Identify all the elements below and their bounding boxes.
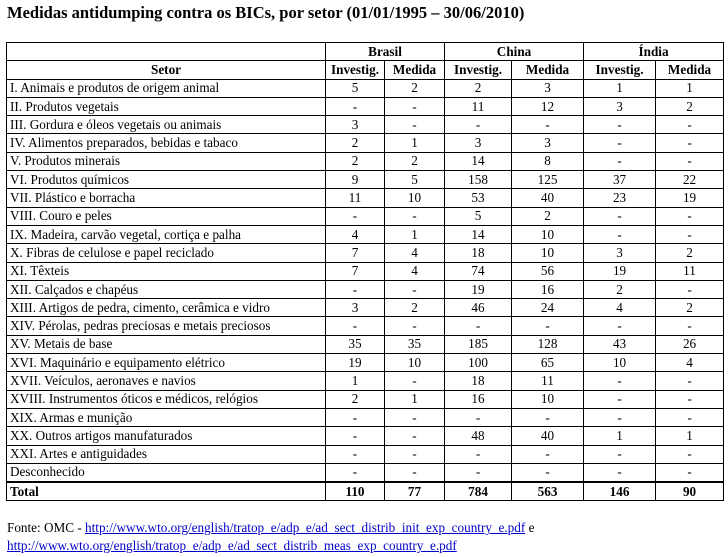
setor-cell: XIII. Artigos de pedra, cimento, cerâmica e vidro <box>7 299 326 317</box>
value-cell: - <box>656 225 724 243</box>
value-cell: 19 <box>445 280 512 298</box>
sub-header-row <box>7 61 724 79</box>
value-cell: 4 <box>656 354 724 372</box>
value-cell: - <box>584 152 656 170</box>
setor-cell: V. Produtos minerais <box>7 152 326 170</box>
country-header-row <box>7 43 724 61</box>
source-prefix: Fonte: OMC - <box>7 520 86 535</box>
value-cell: 26 <box>656 335 724 353</box>
table-row <box>7 280 724 298</box>
table-row <box>7 79 724 97</box>
value-cell: 24 <box>512 299 584 317</box>
table-row <box>7 189 724 207</box>
value-cell: - <box>385 280 445 298</box>
value-cell: - <box>656 116 724 134</box>
value-cell: 2 <box>656 299 724 317</box>
value-cell: 3 <box>584 97 656 115</box>
value-cell: - <box>512 445 584 463</box>
value-cell: - <box>656 463 724 482</box>
sub-header: Medida <box>385 61 445 79</box>
value-cell: 56 <box>512 262 584 280</box>
value-cell: - <box>385 427 445 445</box>
value-cell: - <box>656 317 724 335</box>
value-cell: - <box>326 317 385 335</box>
table-row <box>7 299 724 317</box>
value-cell: - <box>385 445 445 463</box>
value-cell: 19 <box>326 354 385 372</box>
value-cell: 1 <box>656 79 724 97</box>
value-cell: - <box>326 207 385 225</box>
value-cell: 40 <box>512 427 584 445</box>
sub-header: Investig. <box>584 61 656 79</box>
table-row <box>7 152 724 170</box>
value-cell: 5 <box>385 171 445 189</box>
value-cell: 7 <box>326 244 385 262</box>
value-cell: - <box>385 207 445 225</box>
value-cell: 125 <box>512 171 584 189</box>
value-cell: - <box>326 408 385 426</box>
value-cell: 37 <box>584 171 656 189</box>
value-cell: 11 <box>512 372 584 390</box>
value-cell: - <box>584 317 656 335</box>
value-cell: 4 <box>326 225 385 243</box>
value-cell: 10 <box>385 189 445 207</box>
source-link-init[interactable]: http://www.wto.org/english/tratop_e/adp_e/ad_sect_distrib_init_exp_country_e.pdf <box>85 520 526 535</box>
value-cell: 23 <box>584 189 656 207</box>
value-cell: 5 <box>445 207 512 225</box>
sub-header: Investig. <box>445 61 512 79</box>
setor-cell: XIX. Armas e munição <box>7 408 326 426</box>
value-cell: 35 <box>326 335 385 353</box>
value-cell: 1 <box>385 225 445 243</box>
value-cell: 14 <box>445 152 512 170</box>
value-cell: - <box>512 463 584 482</box>
value-cell: 16 <box>445 390 512 408</box>
table-row <box>7 335 724 353</box>
total-value-cell: 90 <box>656 482 724 501</box>
value-cell: 43 <box>584 335 656 353</box>
value-cell: 3 <box>326 299 385 317</box>
value-cell: 74 <box>445 262 512 280</box>
value-cell: 19 <box>656 189 724 207</box>
value-cell: - <box>326 280 385 298</box>
value-cell: 65 <box>512 354 584 372</box>
setor-cell: I. Animais e produtos de origem animal <box>7 79 326 97</box>
table-row <box>7 116 724 134</box>
value-cell: 1 <box>584 427 656 445</box>
setor-cell: XIV. Pérolas, pedras preciosas e metais preciosos <box>7 317 326 335</box>
value-cell: 48 <box>445 427 512 445</box>
value-cell: - <box>584 463 656 482</box>
antidumping-table <box>6 42 724 501</box>
value-cell: - <box>656 390 724 408</box>
setor-cell: III. Gordura e óleos vegetais ou animais <box>7 116 326 134</box>
value-cell: - <box>656 134 724 152</box>
value-cell: 1 <box>584 79 656 97</box>
setor-cell: VII. Plástico e borracha <box>7 189 326 207</box>
value-cell: 5 <box>326 79 385 97</box>
table-row <box>7 171 724 189</box>
setor-cell: Desconhecido <box>7 463 326 482</box>
value-cell: 3 <box>326 116 385 134</box>
value-cell: 1 <box>385 390 445 408</box>
value-cell: 14 <box>445 225 512 243</box>
total-value-cell: 77 <box>385 482 445 501</box>
table-row <box>7 317 724 335</box>
value-cell: - <box>445 445 512 463</box>
value-cell: 2 <box>584 280 656 298</box>
value-cell: - <box>584 445 656 463</box>
value-cell: - <box>656 408 724 426</box>
value-cell: 158 <box>445 171 512 189</box>
setor-header: Setor <box>7 61 326 79</box>
value-cell: 2 <box>326 152 385 170</box>
value-cell: - <box>656 207 724 225</box>
setor-cell: IX. Madeira, carvão vegetal, cortiça e palha <box>7 225 326 243</box>
sub-header: Medida <box>512 61 584 79</box>
setor-cell: XVII. Veículos, aeronaves e navios <box>7 372 326 390</box>
table-row <box>7 354 724 372</box>
value-cell: - <box>656 152 724 170</box>
table-row <box>7 244 724 262</box>
value-cell: 10 <box>512 244 584 262</box>
value-cell: 2 <box>326 134 385 152</box>
total-value-cell: 146 <box>584 482 656 501</box>
total-value-cell: 110 <box>326 482 385 501</box>
value-cell: - <box>512 116 584 134</box>
table-row <box>7 134 724 152</box>
value-cell: - <box>656 445 724 463</box>
value-cell: - <box>512 317 584 335</box>
value-cell: 18 <box>445 244 512 262</box>
value-cell: 16 <box>512 280 584 298</box>
value-cell: - <box>656 280 724 298</box>
value-cell: - <box>445 408 512 426</box>
table-row <box>7 262 724 280</box>
value-cell: 4 <box>385 244 445 262</box>
country-header-brasil: Brasil <box>326 43 445 61</box>
value-cell: 3 <box>512 79 584 97</box>
value-cell: 10 <box>512 390 584 408</box>
value-cell: 100 <box>445 354 512 372</box>
source-footer <box>7 519 722 555</box>
value-cell: 2 <box>445 79 512 97</box>
table-row <box>7 225 724 243</box>
value-cell: 11 <box>656 262 724 280</box>
table-row <box>7 427 724 445</box>
value-cell: 1 <box>326 372 385 390</box>
value-cell: - <box>385 372 445 390</box>
value-cell: - <box>385 408 445 426</box>
source-link-meas[interactable]: http://www.wto.org/english/tratop_e/adp_e/ad_sect_distrib_meas_exp_country_e.pdf <box>7 538 457 553</box>
blank-header-cell <box>7 43 326 61</box>
value-cell: 8 <box>512 152 584 170</box>
value-cell: 46 <box>445 299 512 317</box>
value-cell: 2 <box>656 244 724 262</box>
value-cell: 19 <box>584 262 656 280</box>
value-cell: 4 <box>584 299 656 317</box>
value-cell: - <box>385 97 445 115</box>
value-cell: 3 <box>584 244 656 262</box>
setor-cell: XII. Calçados e chapéus <box>7 280 326 298</box>
value-cell: 10 <box>512 225 584 243</box>
value-cell: 3 <box>512 134 584 152</box>
total-label: Total <box>7 482 326 501</box>
setor-cell: VI. Produtos químicos <box>7 171 326 189</box>
setor-cell: VIII. Couro e peles <box>7 207 326 225</box>
value-cell: - <box>326 445 385 463</box>
value-cell: - <box>326 97 385 115</box>
country-header-india: Índia <box>584 43 724 61</box>
value-cell: 11 <box>326 189 385 207</box>
total-value-cell: 563 <box>512 482 584 501</box>
setor-cell: XI. Têxteis <box>7 262 326 280</box>
setor-cell: II. Produtos vegetais <box>7 97 326 115</box>
table-row <box>7 207 724 225</box>
value-cell: - <box>445 463 512 482</box>
value-cell: 4 <box>385 262 445 280</box>
value-cell: - <box>584 207 656 225</box>
value-cell: 1 <box>385 134 445 152</box>
table-body <box>7 79 724 501</box>
total-value-cell: 784 <box>445 482 512 501</box>
value-cell: - <box>326 427 385 445</box>
value-cell: 2 <box>656 97 724 115</box>
value-cell: - <box>512 408 584 426</box>
setor-cell: IV. Alimentos preparados, bebidas e tabaco <box>7 134 326 152</box>
value-cell: - <box>584 225 656 243</box>
value-cell: 2 <box>385 152 445 170</box>
value-cell: - <box>584 390 656 408</box>
value-cell: 2 <box>385 299 445 317</box>
setor-cell: XVI. Maquinário e equipamento elétrico <box>7 354 326 372</box>
table-row <box>7 390 724 408</box>
table-row <box>7 97 724 115</box>
value-cell: 12 <box>512 97 584 115</box>
value-cell: 18 <box>445 372 512 390</box>
setor-cell: XXI. Artes e antiguidades <box>7 445 326 463</box>
value-cell: 53 <box>445 189 512 207</box>
value-cell: 7 <box>326 262 385 280</box>
country-header-china: China <box>445 43 584 61</box>
setor-cell: X. Fibras de celulose e papel reciclado <box>7 244 326 262</box>
value-cell: - <box>584 116 656 134</box>
value-cell: 10 <box>385 354 445 372</box>
value-cell: - <box>385 116 445 134</box>
source-joiner: e <box>525 520 535 535</box>
value-cell: - <box>445 317 512 335</box>
setor-cell: XX. Outros artigos manufaturados <box>7 427 326 445</box>
table-row <box>7 372 724 390</box>
setor-cell: XV. Metais de base <box>7 335 326 353</box>
setor-cell: XVIII. Instrumentos óticos e médicos, relógios <box>7 390 326 408</box>
value-cell: 40 <box>512 189 584 207</box>
value-cell: 35 <box>385 335 445 353</box>
page-title: Medidas antidumping contra os BICs, por setor (01/01/1995 – 30/06/2010) <box>7 3 525 22</box>
value-cell: - <box>584 408 656 426</box>
value-cell: 22 <box>656 171 724 189</box>
total-row <box>7 482 724 501</box>
value-cell: 185 <box>445 335 512 353</box>
value-cell: 128 <box>512 335 584 353</box>
value-cell: - <box>326 463 385 482</box>
sub-header: Medida <box>656 61 724 79</box>
value-cell: 11 <box>445 97 512 115</box>
value-cell: - <box>656 372 724 390</box>
value-cell: 10 <box>584 354 656 372</box>
table-row <box>7 463 724 482</box>
table-row <box>7 445 724 463</box>
sub-header: Investig. <box>326 61 385 79</box>
value-cell: - <box>385 463 445 482</box>
value-cell: 2 <box>385 79 445 97</box>
value-cell: 1 <box>656 427 724 445</box>
value-cell: 2 <box>326 390 385 408</box>
value-cell: - <box>584 372 656 390</box>
value-cell: - <box>584 134 656 152</box>
value-cell: 3 <box>445 134 512 152</box>
value-cell: - <box>385 317 445 335</box>
value-cell: 9 <box>326 171 385 189</box>
table-row <box>7 408 724 426</box>
value-cell: - <box>445 116 512 134</box>
value-cell: 2 <box>512 207 584 225</box>
